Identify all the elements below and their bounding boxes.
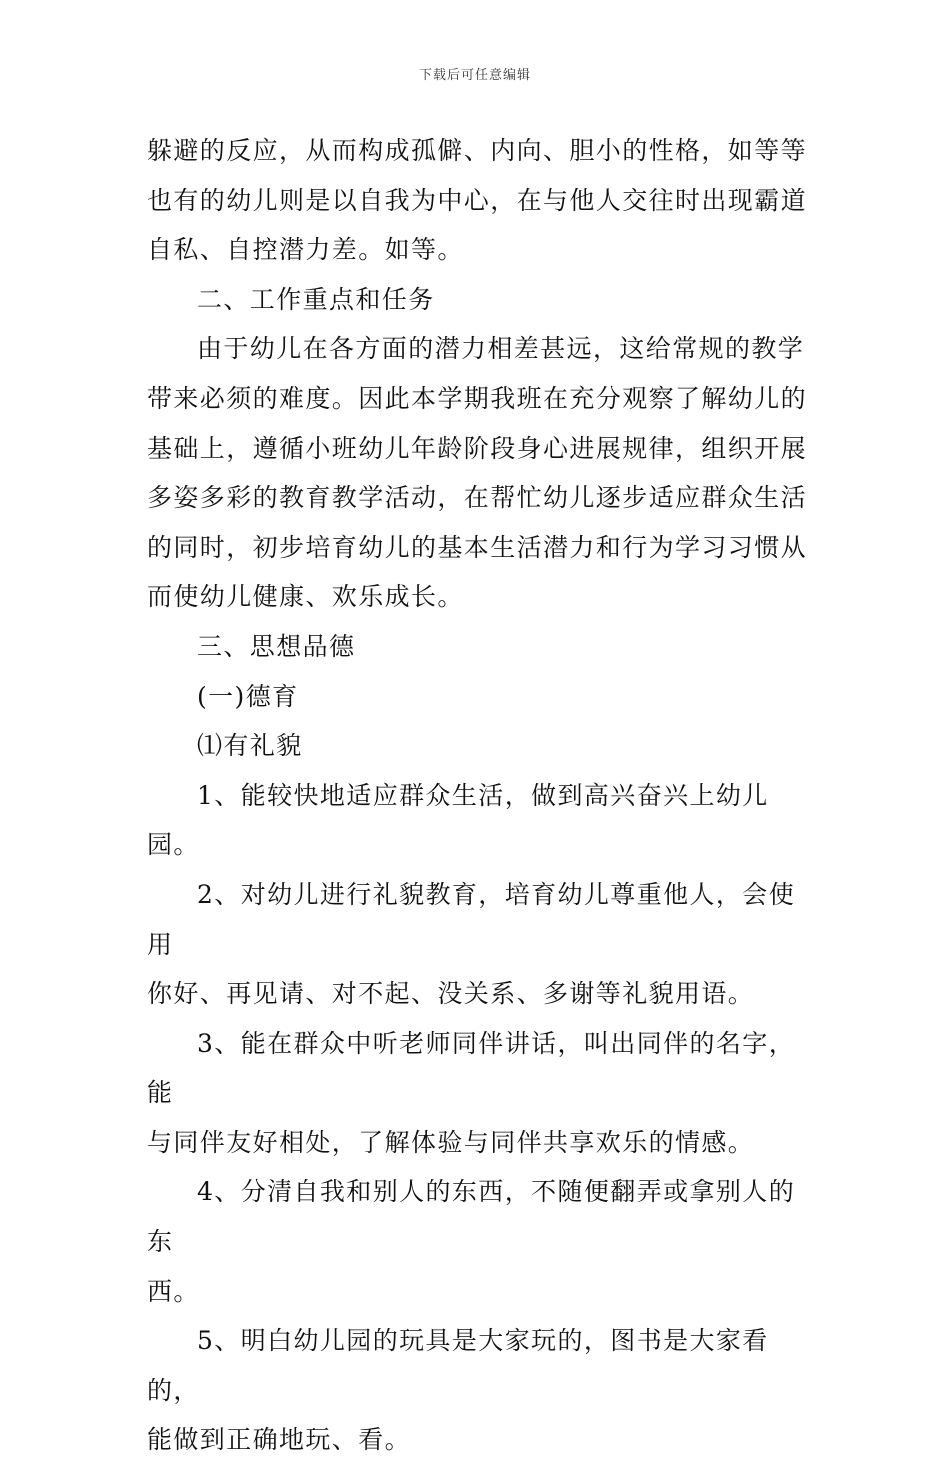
subsection-heading: ⑴有礼貌	[197, 731, 303, 761]
text-line: 带来必须的难度。因此本学期我班在充分观察了解幼儿的	[147, 383, 808, 413]
list-item: 3、能在群众中听老师同伴讲话，叫出同伴的名字，能	[147, 1028, 796, 1108]
page-header-note: 下载后可任意编辑	[418, 68, 531, 83]
text-line: 你好、再见请、对不起、没关系、多谢等礼貌用语。	[147, 979, 755, 1009]
text-line: 西。	[147, 1276, 200, 1306]
text-line: 能做到正确地玩、看。	[147, 1425, 412, 1455]
list-item: 4、分清自我和别人的东西，不随便翻弄或拿别人的东	[147, 1177, 796, 1257]
text-line: 由于幼儿在各方面的潜力相差甚远，这给常规的教学	[197, 334, 805, 364]
text-line: 基础上，遵循小班幼儿年龄阶段身心进展规律，组织开展	[147, 433, 808, 463]
text-line: 也有的幼儿则是以自我为中心，在与他人交往时出现霸道	[147, 185, 808, 215]
text-line: 的同时，初步培育幼儿的基本生活潜力和行为学习习惯从	[147, 532, 808, 562]
list-item: 1、能较快地适应群众生活，做到高兴奋兴上幼儿园。	[147, 780, 769, 860]
list-item: 5、明白幼儿园的玩具是大家玩的，图书是大家看的，	[147, 1326, 769, 1405]
section-heading: 二、工作重点和任务	[197, 284, 435, 314]
subsection-heading: (一)德育	[197, 681, 299, 711]
text-line: 与同伴友好相处，了解体验与同伴共享欢乐的情感。	[147, 1127, 755, 1157]
text-line: 多姿多彩的教育教学活动，在帮忙幼儿逐步适应群众生活	[147, 483, 808, 513]
text-line: 自私、自控潜力差。如等。	[147, 235, 464, 265]
list-item: 2、对幼儿进行礼貌教育，培育幼儿尊重他人，会使用	[147, 879, 796, 959]
text-line: 躲避的反应，从而构成孤僻、内向、胆小的性格，如等等	[147, 136, 808, 165]
document-body	[147, 126, 807, 1465]
section-heading: 三、思想品德	[197, 631, 356, 661]
text-line: 而使幼儿健康、欢乐成长。	[147, 582, 464, 612]
